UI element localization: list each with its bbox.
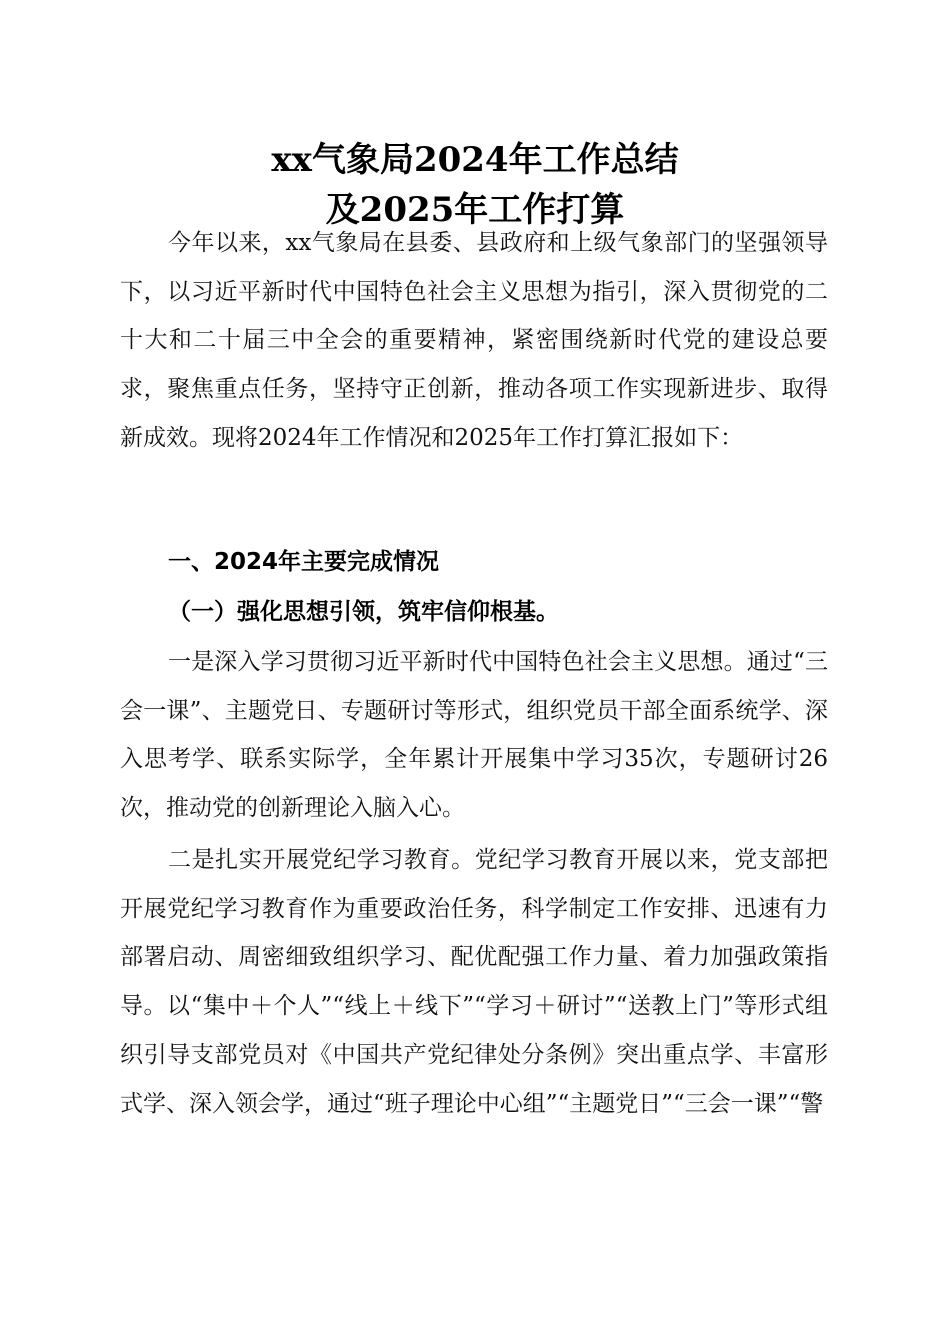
body-paragraph-1: 一是深入学习贯彻习近平新时代中国特色社会主义思想。通过“三会一课”、主题党日、专题研讨等形式，组织党员干部全面系统学、深入思考学、联系实际学，全年累计开展集中学习35次，专题研讨26次，推动党的创新理论入脑入心。 [120, 649, 828, 822]
section-heading-1: 一、2024年主要完成情况 [168, 549, 440, 575]
intro-paragraph: 今年以来，xx气象局在县委、县政府和上级气象部门的坚强领导下，以习近平新时代中国特色社会主义思想为指引，深入贯彻党的二十大和二十届三中全会的重要精神，紧密围绕新时代党的建设总要求，聚焦重点任务，坚持守正创新，推动各项工作实现新进步、取得新成效。现将2024年工作情况和2025年工作打算汇报如下： [120, 230, 828, 451]
subsection-heading-1: （一）强化思想引领，筑牢信仰根基。 [168, 599, 559, 625]
document-title-line-1: xx气象局2024年工作总结 [271, 140, 679, 180]
document-title-line-2: 及2025年工作打算 [325, 190, 625, 230]
body-paragraph-2: 二是扎实开展党纪学习教育。党纪学习教育开展以来，党支部把开展党纪学习教育作为重要政治任务，科学制定工作安排、迅速有力部署启动、周密细致组织学习、配优配强工作力量、着力加强政策指导。以“集中＋个人”“线上＋线下”“学习＋研讨”“送教上门”等形式组织引导支部党员对《中国共产党纪律处分条例》突出重点学、丰富形式学、深入领会学，通过“班子理论中心组”“主题党日”“三会一课”“警 [120, 847, 828, 1117]
